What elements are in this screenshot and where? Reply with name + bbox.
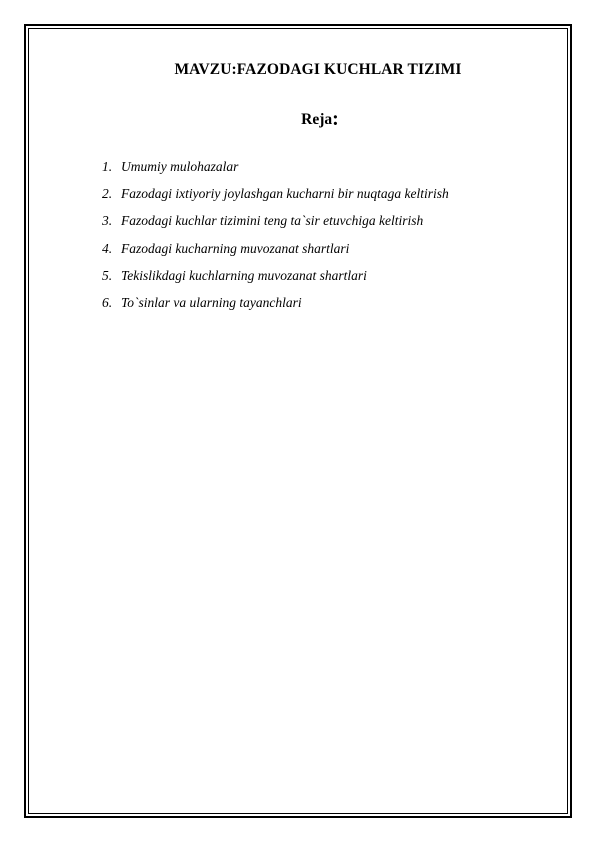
plan-heading-colon: : [332,108,339,130]
plan-item-number: 5. [102,267,113,283]
plan-item-text: To`sinlar va ularning tayanchlari [121,295,302,311]
plan-item-number: 6. [102,295,113,311]
plan-item [102,207,449,234]
page-border-inner [28,28,568,814]
plan-item-number: 1. [102,159,113,174]
plan-item [102,262,449,289]
plan-item-number: 4. [102,240,113,256]
plan-heading [0,108,596,131]
plan-item-number: 3. [102,213,113,229]
plan-item-text: Tekislikdagi kuchlarning muvozanat shartlari [121,267,367,283]
plan-item [102,180,449,207]
plan-item [102,153,449,180]
document-title: MAVZU:FAZODAGI KUCHLAR TIZIMI [174,61,462,78]
plan-item-text: Fazodagi kuchlar tizimini teng ta`sir etuvchiga keltirish [121,213,424,229]
plan-heading-text: Reja [301,111,333,128]
plan-item-text: Umumiy mulohazalar [121,159,239,174]
plan-item-text: Fazodagi kucharning muvozanat shartlari [121,240,350,256]
plan-item [102,235,449,262]
plan-list [102,153,449,316]
plan-item-number: 2. [102,186,113,202]
plan-item [102,289,449,316]
plan-item-text: Fazodagi ixtiyoriy joylashgan kucharni bir nuqtaga keltirish [121,186,449,202]
